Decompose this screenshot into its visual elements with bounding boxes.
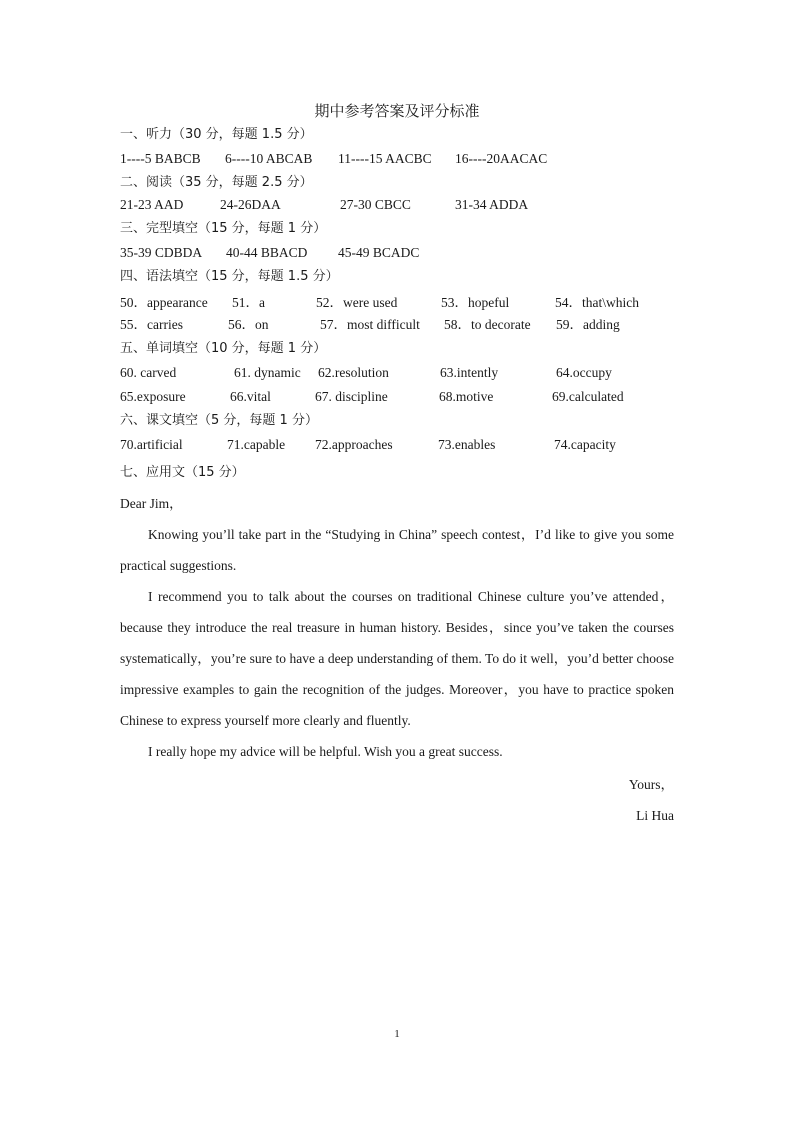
page-title: 期中参考答案及评分标准	[314, 102, 480, 120]
cloze-heading: 三、完型填空（15 分，每题 1 分）	[120, 221, 327, 236]
answer-cell: 64.occupy	[556, 365, 612, 380]
answer-cell: 58．to decorate	[444, 317, 531, 332]
answer-cell: 74.capacity	[554, 437, 616, 452]
answer-cell: 1----5 BABCB	[120, 151, 201, 166]
letter-greeting: Dear Jim，	[120, 496, 183, 511]
answer-cell: 21-23 AAD	[120, 197, 184, 212]
answer-cell: 66.vital	[230, 389, 271, 404]
answer-cell: 55．carries	[120, 317, 183, 332]
answer-cell: 70.artificial	[120, 437, 183, 452]
answer-cell: 35-39 CDBDA	[120, 245, 203, 260]
answer-cell: 63.intently	[440, 365, 499, 380]
letter-closing: Yours，	[628, 777, 674, 792]
letter-paragraph: I really hope my advice will be helpful. Wish you a great success.	[148, 744, 503, 759]
answer-cell: 71.capable	[227, 437, 286, 452]
answer-cell: 45-49 BCADC	[338, 245, 420, 260]
answer-cell: 57．most difficult	[320, 317, 420, 332]
answer-cell: 69.calculated	[552, 389, 624, 404]
answer-cell: 54．that\which	[555, 295, 639, 310]
answer-cell: 51．a	[232, 295, 265, 310]
text-heading: 六、课文填空（5 分，每题 1 分）	[120, 413, 318, 428]
answer-cell: 16----20AACAC	[455, 151, 548, 166]
answer-cell: 27-30 CBCC	[340, 197, 411, 212]
reading-heading: 二、阅读（35 分，每题 2.5 分）	[120, 175, 313, 190]
page-number: 1	[394, 1028, 400, 1040]
answer-cell: 6----10 ABCAB	[225, 151, 313, 166]
answer-cell: 50．appearance	[120, 295, 208, 310]
letter-paragraph: Knowing you’ll take part in the “Studying in China” speech contest，I’d like to give you some practical suggestions.	[120, 527, 674, 573]
answer-cell: 68.motive	[439, 389, 494, 404]
answer-cell: 53．hopeful	[441, 295, 510, 310]
letter-paragraph: I recommend you to talk about the courses on traditional Chinese culture you’ve attended，because they introduce the real treasure in human history. Besides，since you’ve taken the courses systematically，you’re sure to have a deep understanding of them. To do it well，you’d better choose impressive examples to gain the recognition of the judges. Moreover，you have to practice spoken Chinese to express yourself more clearly and fluently.	[120, 589, 674, 728]
answer-cell: 52．were used	[316, 295, 398, 310]
answer-cell: 59．adding	[556, 317, 620, 332]
answer-cell: 73.enables	[438, 437, 496, 452]
answer-cell: 65.exposure	[120, 389, 186, 404]
answer-cell: 67. discipline	[315, 389, 388, 404]
words-heading: 五、单词填空（10 分，每题 1 分）	[120, 341, 327, 356]
answer-cell: 62.resolution	[318, 365, 389, 380]
answer-cell: 31-34 ADDA	[455, 197, 529, 212]
grammar-heading: 四、语法填空（15 分，每题 1.5 分）	[120, 269, 339, 284]
answer-cell: 40-44 BBACD	[226, 245, 308, 260]
answer-cell: 61. dynamic	[234, 365, 301, 380]
answer-cell: 60. carved	[120, 365, 177, 380]
answer-cell: 72.approaches	[315, 437, 393, 452]
answer-cell: 11----15 AACBC	[338, 151, 432, 166]
letter-signature: Li Hua	[636, 808, 674, 823]
answer-cell: 24-26DAA	[220, 197, 281, 212]
listening-heading: 一、听力（30 分，每题 1.5 分）	[120, 127, 313, 142]
writing-heading: 七、应用文（15 分）	[120, 465, 245, 480]
answer-cell: 56．on	[228, 317, 269, 332]
